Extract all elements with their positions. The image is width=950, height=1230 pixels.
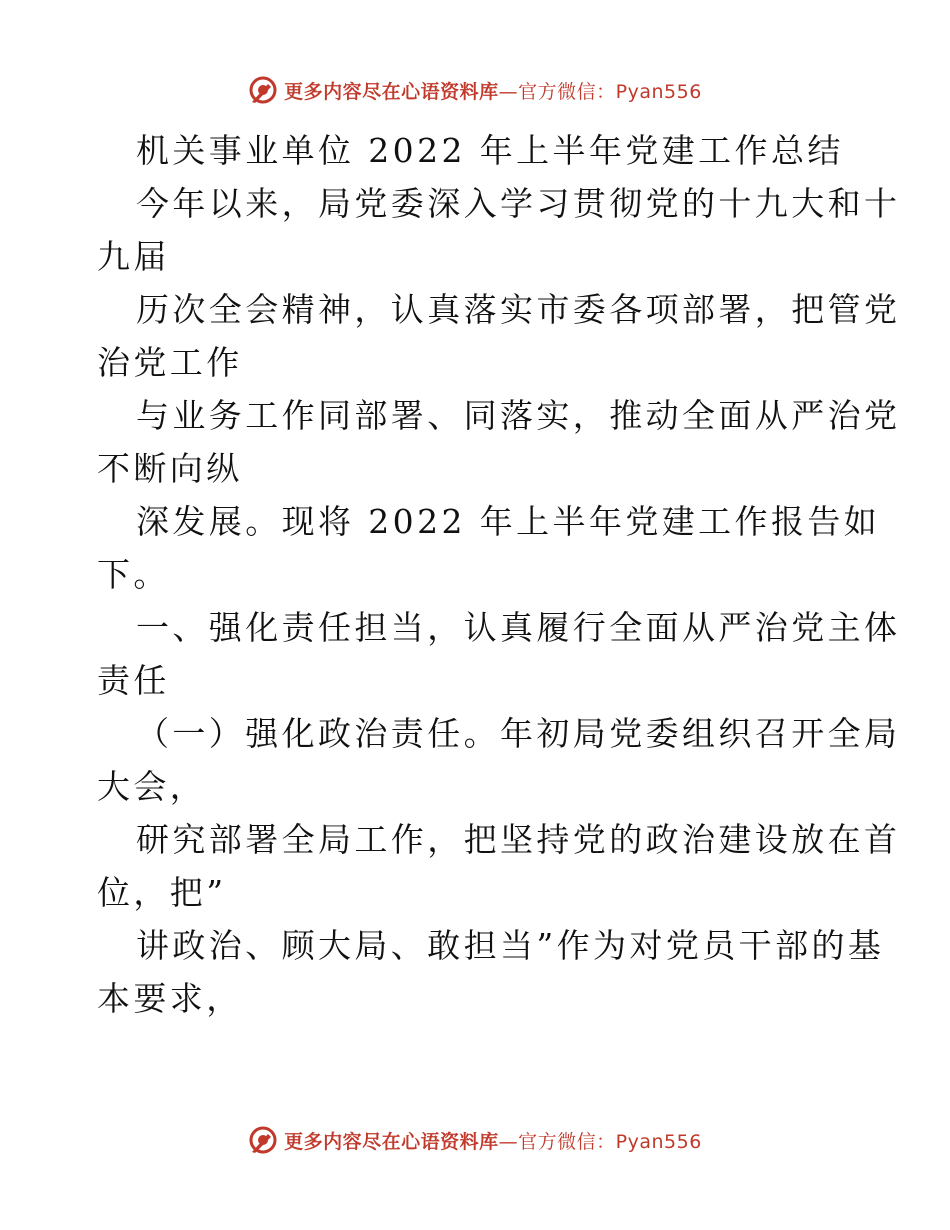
document-body [97,124,901,1025]
doc-line: 与业务工作同部署、同落实，推动全面从严治党 [136,396,901,435]
doc-title: 机关事业单位 2022 年上半年党建工作总结 [136,131,844,170]
section-heading-cont: 责任 [97,661,170,700]
doc-line: 位，把” [97,873,227,912]
doc-line: 讲政治、顾大局、敢担当”作为对党员干部的基 [136,926,885,965]
pen-logo-icon [248,1125,278,1155]
section-heading: 一、强化责任担当，认真履行全面从严治党主体 [136,608,901,647]
doc-line: 历次全会精神，认真落实市委各项部署，把管党 [136,290,901,329]
doc-line: 大会， [97,767,207,806]
footer-banner [0,1120,950,1160]
banner-wechat-text: —官方微信：Pyan556 [498,80,702,103]
banner-wechat-text: —官方微信：Pyan556 [498,1130,702,1153]
doc-line: 本要求， [97,979,243,1018]
doc-line: 治党工作 [97,343,243,382]
doc-line: 九届 [97,237,170,276]
pen-logo-icon [248,75,278,105]
doc-line: 今年以来，局党委深入学习贯彻党的十九大和十 [136,184,901,223]
doc-line: 研究部署全局工作，把坚持党的政治建设放在首 [136,820,901,859]
doc-line: （一）强化政治责任。年初局党委组织召开全局 [136,714,901,753]
banner-main-text: 更多内容尽在心语资料库 [284,80,499,103]
header-banner [0,70,950,110]
doc-line: 下。 [97,555,170,594]
doc-line: 深发展。现将 2022 年上半年党建工作报告如 [136,502,881,541]
banner-main-text: 更多内容尽在心语资料库 [284,1130,499,1153]
doc-line: 不断向纵 [97,449,243,488]
